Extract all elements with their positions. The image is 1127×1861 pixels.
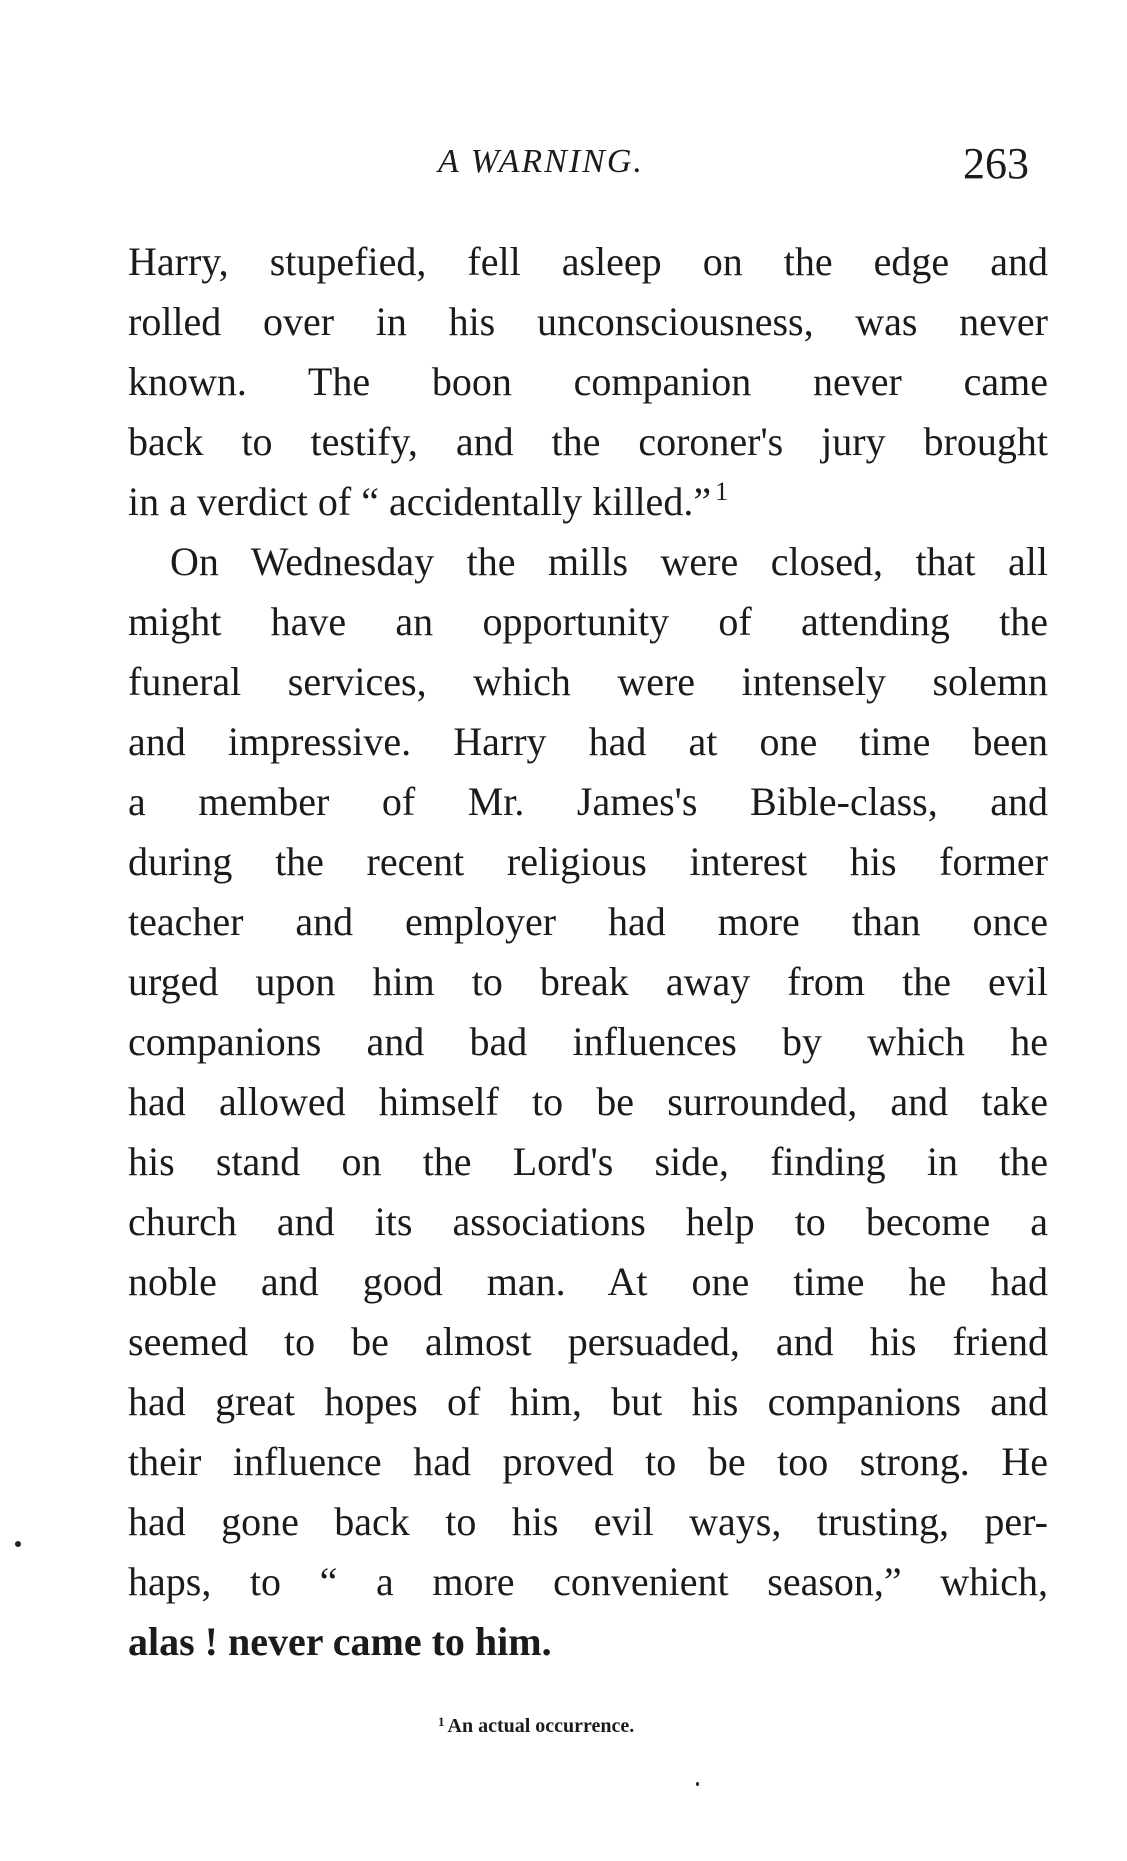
- footnote-reference: 1: [715, 477, 729, 506]
- footnote: [438, 1715, 634, 1738]
- body-text: [128, 232, 1048, 1672]
- text-line: teacher and employer had more than once: [128, 899, 1048, 944]
- text-line: his stand on the Lord's side, finding in the: [128, 1139, 1048, 1184]
- footnote-text: An actual occurrence.: [447, 1715, 635, 1737]
- text-line: during the recent religious interest his former: [128, 839, 1048, 884]
- text-line: [128, 472, 1048, 532]
- text-line: had great hopes of him, but his companions and: [128, 1379, 1048, 1424]
- text-line: Harry, stupefied, fell asleep on the edge and: [128, 239, 1048, 284]
- text-line: haps, to “ a more convenient season,” which,: [128, 1559, 1048, 1604]
- text-line: alas ! never came to him.: [128, 1619, 552, 1664]
- text-line: companions and bad influences by which he: [128, 1019, 1048, 1064]
- paragraph-end-text: in a verdict of “ accidentally killed.”: [128, 479, 712, 524]
- text-line: had allowed himself to be surrounded, and take: [128, 1079, 1048, 1124]
- text-line: and impressive. Harry had at one time been: [128, 719, 1048, 764]
- text-line: might have an opportunity of attending the: [128, 599, 1048, 644]
- page-number: 263: [963, 139, 1029, 188]
- text-line: a member of Mr. James's Bible-class, and: [128, 779, 1048, 824]
- text-line: their influence had proved to be too strong. He: [128, 1439, 1048, 1484]
- running-title: A WARNING.: [438, 143, 644, 180]
- text-line: On Wednesday the mills were closed, that all: [170, 539, 1048, 584]
- text-line: urged upon him to break away from the evil: [128, 959, 1048, 1004]
- print-speck: [15, 1541, 21, 1547]
- text-line: noble and good man. At one time he had: [128, 1259, 1048, 1304]
- text-line: back to testify, and the coroner's jury brought: [128, 419, 1048, 464]
- text-line: church and its associations help to become a: [128, 1199, 1048, 1244]
- text-line: seemed to be almost persuaded, and his friend: [128, 1319, 1048, 1364]
- text-line: known. The boon companion never came: [128, 359, 1048, 404]
- text-line: rolled over in his unconsciousness, was never: [128, 299, 1048, 344]
- text-line: had gone back to his evil ways, trusting, per-: [128, 1499, 1048, 1544]
- footnote-marker: 1: [438, 1714, 445, 1729]
- print-speck: [696, 1782, 699, 1786]
- text-line: funeral services, which were intensely solemn: [128, 659, 1048, 704]
